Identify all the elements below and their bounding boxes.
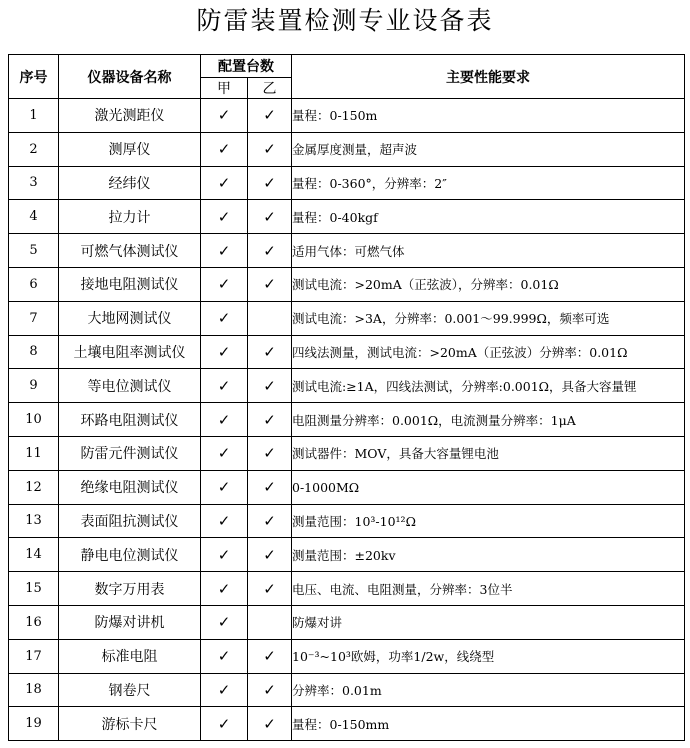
equipment-name: 表面阻抗测试仪 [59, 504, 201, 538]
row-number: 16 [9, 605, 59, 639]
check-mark-icon: ✓ [217, 241, 231, 260]
check-mark-icon: ✓ [217, 106, 231, 125]
row-number: 18 [9, 673, 59, 707]
equipment-name: 游标卡尺 [59, 707, 201, 741]
check-mark-icon: ✓ [263, 410, 276, 429]
performance-spec: 量程：0-40kgf [292, 200, 685, 234]
equipment-name: 静电电位测试仪 [59, 538, 201, 572]
config-jia-check [201, 639, 248, 673]
table-row [9, 436, 685, 470]
config-jia-check [201, 572, 248, 606]
config-jia-check [201, 504, 248, 538]
check-mark-icon: ✓ [217, 376, 231, 395]
header-seq: 序号 [9, 55, 59, 99]
config-yi-check [248, 470, 292, 504]
check-mark-icon: ✓ [263, 579, 276, 598]
performance-spec: 测试器件：MOV，具备大容量锂电池 [292, 436, 685, 470]
row-number: 5 [9, 234, 59, 268]
row-number: 1 [9, 99, 59, 133]
check-mark-icon: ✓ [217, 714, 231, 733]
header-spec: 主要性能要求 [292, 55, 685, 99]
table-row [9, 504, 685, 538]
row-number: 13 [9, 504, 59, 538]
row-number: 14 [9, 538, 59, 572]
row-number: 15 [9, 572, 59, 606]
check-mark-icon: ✓ [217, 342, 231, 361]
row-number: 8 [9, 335, 59, 369]
equipment-name: 接地电阻测试仪 [59, 267, 201, 301]
table-row [9, 605, 685, 639]
equipment-name: 标准电阻 [59, 639, 201, 673]
performance-spec: 电压、电流、电阻测量，分辨率：3位半 [292, 572, 685, 606]
config-jia-check [201, 707, 248, 741]
table-row [9, 673, 685, 707]
check-mark-icon: ✓ [263, 207, 276, 226]
row-number: 4 [9, 200, 59, 234]
row-number: 19 [9, 707, 59, 741]
check-mark-icon: ✓ [217, 275, 231, 294]
config-yi-check [248, 436, 292, 470]
config-yi-check [248, 605, 292, 639]
config-yi-check [248, 673, 292, 707]
equipment-name: 绝缘电阻测试仪 [59, 470, 201, 504]
check-mark-icon: ✓ [217, 207, 231, 226]
check-mark-icon: ✓ [263, 545, 276, 564]
table-row [9, 234, 685, 268]
performance-spec: 0-1000MΩ [292, 470, 685, 504]
row-number: 7 [9, 301, 59, 335]
config-jia-check [201, 470, 248, 504]
header-yi: 乙 [248, 78, 292, 99]
config-jia-check [201, 403, 248, 437]
header-config: 配置台数 [201, 55, 292, 78]
check-mark-icon: ✓ [217, 140, 231, 159]
config-jia-check [201, 99, 248, 133]
table-row [9, 200, 685, 234]
equipment-name: 可燃气体测试仪 [59, 234, 201, 268]
config-yi-check [248, 639, 292, 673]
check-mark-icon: ✓ [263, 647, 276, 666]
config-yi-check [248, 301, 292, 335]
check-mark-icon: ✓ [263, 140, 276, 159]
config-jia-check [201, 369, 248, 403]
config-jia-check [201, 538, 248, 572]
config-yi-check [248, 538, 292, 572]
performance-spec: 量程：0-150mm [292, 707, 685, 741]
performance-spec: 测量范围：±20kv [292, 538, 685, 572]
table-row [9, 403, 685, 437]
equipment-name: 防雷元件测试仪 [59, 436, 201, 470]
config-jia-check [201, 605, 248, 639]
equipment-name: 钢卷尺 [59, 673, 201, 707]
config-jia-check [201, 267, 248, 301]
row-number: 9 [9, 369, 59, 403]
performance-spec: 测试电流:≥1A，四线法测试，分辨率:0.001Ω，具备大容量锂 [292, 369, 685, 403]
row-number: 6 [9, 267, 59, 301]
check-mark-icon: ✓ [217, 613, 231, 632]
equipment-name: 土壤电阻率测试仪 [59, 335, 201, 369]
config-yi-check [248, 572, 292, 606]
performance-spec: 适用气体：可燃气体 [292, 234, 685, 268]
performance-spec: 分辨率：0.01m [292, 673, 685, 707]
row-number: 11 [9, 436, 59, 470]
performance-spec: 10⁻³~10³欧姆，功率1/2w，线绕型 [292, 639, 685, 673]
check-mark-icon: ✓ [263, 173, 276, 192]
config-jia-check [201, 436, 248, 470]
check-mark-icon: ✓ [217, 579, 231, 598]
config-yi-check [248, 335, 292, 369]
equipment-table [8, 54, 685, 741]
check-mark-icon: ✓ [217, 680, 231, 699]
check-mark-icon: ✓ [217, 511, 231, 530]
table-row [9, 572, 685, 606]
check-mark-icon: ✓ [263, 342, 276, 361]
config-yi-check [248, 369, 292, 403]
equipment-name: 数字万用表 [59, 572, 201, 606]
performance-spec: 防爆对讲 [292, 605, 685, 639]
config-jia-check [201, 301, 248, 335]
config-yi-check [248, 707, 292, 741]
row-number: 10 [9, 403, 59, 437]
config-yi-check [248, 267, 292, 301]
check-mark-icon: ✓ [263, 714, 276, 733]
check-mark-icon: ✓ [217, 478, 231, 497]
performance-spec: 测试电流：>3A，分辨率：0.001～99.999Ω，频率可选 [292, 301, 685, 335]
config-jia-check [201, 132, 248, 166]
performance-spec: 金属厚度测量，超声波 [292, 132, 685, 166]
config-jia-check [201, 166, 248, 200]
equipment-name: 环路电阻测试仪 [59, 403, 201, 437]
config-jia-check [201, 234, 248, 268]
equipment-name: 激光测距仪 [59, 99, 201, 133]
performance-spec: 测量范围：10³-10¹²Ω [292, 504, 685, 538]
table-row [9, 166, 685, 200]
row-number: 2 [9, 132, 59, 166]
table-row [9, 639, 685, 673]
table-row [9, 267, 685, 301]
header-jia: 甲 [201, 78, 248, 99]
performance-spec: 测试电流：>20mA（正弦波），分辨率：0.01Ω [292, 267, 685, 301]
performance-spec: 量程：0-150m [292, 99, 685, 133]
check-mark-icon: ✓ [263, 511, 276, 530]
document-title: 防雷装置检测专业设备表 [196, 6, 494, 35]
table-row [9, 301, 685, 335]
table-row [9, 132, 685, 166]
check-mark-icon: ✓ [217, 410, 231, 429]
config-yi-check [248, 403, 292, 437]
config-jia-check [201, 200, 248, 234]
performance-spec: 四线法测量，测试电流：>20mA（正弦波）分辨率：0.01Ω [292, 335, 685, 369]
table-body [9, 99, 685, 741]
row-number: 17 [9, 639, 59, 673]
check-mark-icon: ✓ [263, 106, 276, 125]
check-mark-icon: ✓ [217, 309, 231, 328]
equipment-name: 防爆对讲机 [59, 605, 201, 639]
config-yi-check [248, 234, 292, 268]
check-mark-icon: ✓ [263, 241, 276, 260]
table-row [9, 369, 685, 403]
check-mark-icon: ✓ [263, 478, 276, 497]
table-row [9, 99, 685, 133]
table-row [9, 335, 685, 369]
equipment-name: 经纬仪 [59, 166, 201, 200]
config-yi-check [248, 132, 292, 166]
equipment-name: 等电位测试仪 [59, 369, 201, 403]
performance-spec: 电阻测量分辨率：0.001Ω，电流测量分辨率：1μA [292, 403, 685, 437]
equipment-name: 测厚仪 [59, 132, 201, 166]
check-mark-icon: ✓ [217, 545, 231, 564]
table-row [9, 707, 685, 741]
check-mark-icon: ✓ [263, 680, 276, 699]
check-mark-icon: ✓ [263, 275, 276, 294]
performance-spec: 量程：0-360°，分辨率：2″ [292, 166, 685, 200]
check-mark-icon: ✓ [263, 376, 276, 395]
row-number: 12 [9, 470, 59, 504]
header-name: 仪器设备名称 [59, 55, 201, 99]
row-number: 3 [9, 166, 59, 200]
check-mark-icon: ✓ [263, 444, 276, 463]
config-yi-check [248, 504, 292, 538]
table-row [9, 538, 685, 572]
check-mark-icon: ✓ [217, 173, 231, 192]
config-yi-check [248, 200, 292, 234]
config-yi-check [248, 99, 292, 133]
config-jia-check [201, 335, 248, 369]
check-mark-icon: ✓ [217, 647, 231, 666]
table-row [9, 470, 685, 504]
check-mark-icon: ✓ [217, 444, 231, 463]
config-jia-check [201, 673, 248, 707]
config-yi-check [248, 166, 292, 200]
equipment-name: 拉力计 [59, 200, 201, 234]
equipment-name: 大地网测试仪 [59, 301, 201, 335]
